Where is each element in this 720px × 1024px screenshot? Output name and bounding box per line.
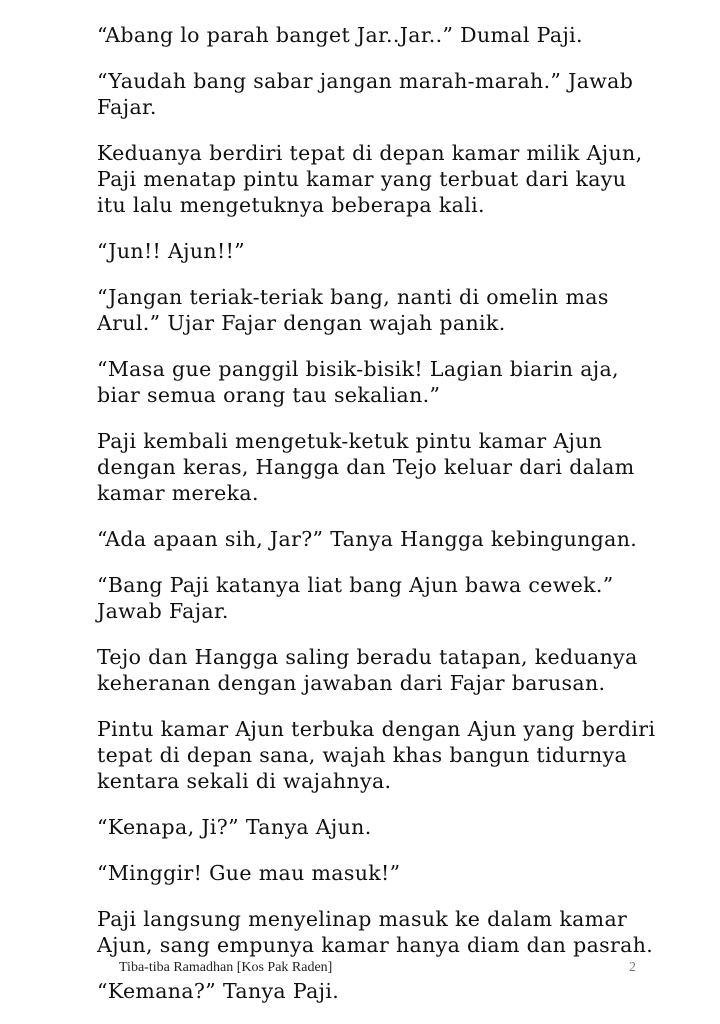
page-footer (0, 960, 720, 980)
text-line: “Kemana?” Tanya Paji. (97, 979, 340, 1003)
text-line: Tejo dan Hangga saling beradu tatapan, keduanya (97, 645, 638, 669)
page-body (97, 22, 657, 1024)
text-line: Arul.” Ujar Fajar dengan wajah panik. (97, 311, 506, 335)
footer-title: Tiba-tiba Ramadhan [Kos Pak Raden] (119, 960, 333, 975)
text-line: Jawab Fajar. (97, 599, 229, 623)
paragraph (97, 716, 657, 794)
paragraph (97, 238, 657, 264)
text-line: “Jangan teriak-teriak bang, nanti di omelin mas (97, 285, 609, 309)
paragraph (97, 22, 657, 48)
paragraph (97, 356, 657, 408)
paragraph (97, 428, 657, 506)
paragraph (97, 644, 657, 696)
text-line: itu lalu mengetuknya beberapa kali. (97, 193, 485, 217)
text-line: Paji menatap pintu kamar yang terbuat dari kayu (97, 167, 627, 191)
paragraph (97, 572, 657, 624)
text-line: dengan keras, Hangga dan Tejo keluar dari dalam (97, 455, 635, 479)
text-line: “Minggir! Gue mau masuk!” (97, 861, 401, 885)
text-line: Ajun, sang empunya kamar hanya diam dan pasrah. (97, 933, 654, 957)
text-line: biar semua orang tau sekalian.” (97, 383, 441, 407)
text-line: “Yaudah bang sabar jangan marah-marah.” Jawab (97, 69, 634, 93)
text-line: “Masa gue panggil bisik-bisik! Lagian biarin aja, (97, 357, 619, 381)
paragraph (97, 68, 657, 120)
text-line: Paji kembali mengetuk-ketuk pintu kamar Ajun (97, 429, 603, 453)
paragraph (97, 978, 657, 1004)
paragraph (97, 140, 657, 218)
text-line: kentara sekali di wajahnya. (97, 769, 392, 793)
paragraph (97, 284, 657, 336)
text-line: kamar mereka. (97, 481, 259, 505)
page-number: 2 (629, 960, 636, 975)
paragraph (97, 860, 657, 886)
text-line: “Kenapa, Ji?” Tanya Ajun. (97, 815, 372, 839)
text-line: “Jun!! Ajun!!” (97, 239, 245, 263)
text-line: keheranan dengan jawaban dari Fajar barusan. (97, 671, 606, 695)
text-line: tepat di depan sana, wajah khas bangun tidurnya (97, 743, 628, 767)
text-line: “Bang Paji katanya liat bang Ajun bawa cewek.” (97, 573, 614, 597)
text-line: Keduanya berdiri tepat di depan kamar milik Ajun, (97, 141, 643, 165)
text-line: “Ada apaan sih, Jar?” Tanya Hangga kebingungan. (97, 527, 638, 551)
text-line: Pintu kamar Ajun terbuka dengan Ajun yang berdiri (97, 717, 656, 741)
paragraph (97, 526, 657, 552)
paragraph (97, 906, 657, 958)
text-line: Paji langsung menyelinap masuk ke dalam kamar (97, 907, 628, 931)
text-line: “Abang lo parah banget Jar..Jar..” Dumal Paji. (97, 23, 583, 47)
paragraph (97, 814, 657, 840)
text-line: Fajar. (97, 95, 157, 119)
